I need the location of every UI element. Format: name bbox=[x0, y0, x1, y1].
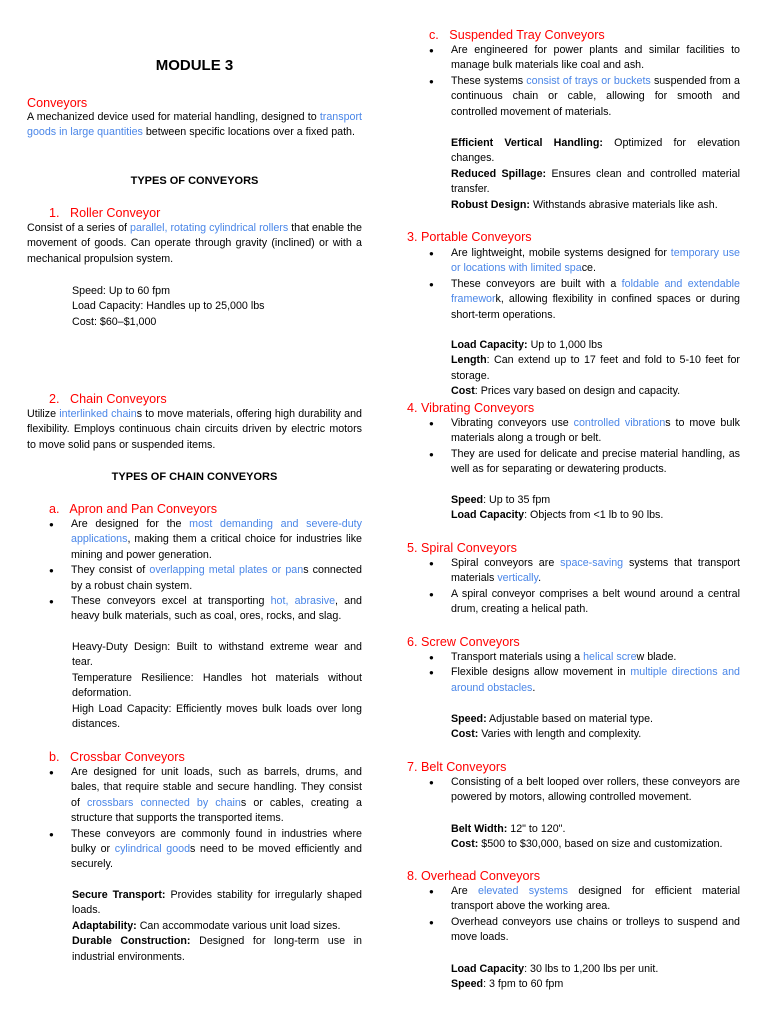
bullet-item bbox=[429, 884, 740, 915]
feature-line bbox=[72, 640, 362, 671]
portable-heading: 3. Portable Conveyors bbox=[407, 230, 532, 244]
bullet-item bbox=[429, 650, 740, 665]
apron-title: Apron and Pan Conveyors bbox=[69, 502, 218, 516]
bold-label: Efficient Vertical Handling: bbox=[451, 137, 603, 149]
bold-label: Load Capacity bbox=[451, 509, 525, 522]
feature-line bbox=[451, 822, 740, 837]
spiral-heading: 5. Spiral Conveyors bbox=[407, 541, 517, 555]
types-of-chain-conveyors-heading: TYPES OF CHAIN CONVEYORS bbox=[111, 471, 278, 483]
bullet-item bbox=[49, 594, 362, 625]
highlighted-text: cylindrical good bbox=[114, 843, 191, 856]
bold-label: Cost: bbox=[451, 838, 479, 851]
text-segment: , and heavy bulk materials, such as coal, ores, rocks, and slag. bbox=[71, 595, 362, 623]
text-segment: Overhead conveyors use chains or trolleys to suspend and move loads. bbox=[451, 915, 740, 944]
roller-spec-speed: Speed: Up to 60 fpm bbox=[72, 285, 171, 297]
roller-description bbox=[27, 221, 362, 267]
text-segment: A spiral conveyor comprises a belt wound around a central drum, creating a helical path. bbox=[451, 587, 740, 616]
text-segment: w blade. bbox=[636, 651, 677, 663]
text-segment: High Load Capacity: Efficiently moves bulk loads over long distances. bbox=[72, 702, 362, 731]
highlighted-text: overlapping metal plates or pan bbox=[149, 564, 304, 577]
bullet-item bbox=[429, 587, 740, 618]
screw-heading: 6. Screw Conveyors bbox=[407, 635, 520, 649]
feature-line bbox=[72, 888, 362, 919]
highlighted-text: hot, abrasive bbox=[270, 595, 336, 608]
text-segment: s to move materials, offering high durability and flexibility. Employs continuous chain circuits driven by electric motors to move solid pans or suspended items. bbox=[27, 408, 362, 451]
text-segment: Vibrating conveyors use bbox=[451, 417, 574, 429]
text-segment: k, allowing flexibility in confined spaces or during short-term operations. bbox=[451, 293, 740, 321]
portable-features bbox=[451, 338, 740, 400]
bullet-item bbox=[49, 563, 362, 594]
highlighted-text: transport goods in large quantities bbox=[27, 111, 362, 139]
bold-label: Durable Construction: bbox=[72, 935, 191, 948]
text-segment: $500 to $30,000, based on size and customization. bbox=[478, 838, 723, 851]
roller-specs bbox=[72, 284, 362, 330]
feature-line bbox=[451, 508, 740, 523]
text-segment: Provides stability for irregularly shaped loads. bbox=[72, 889, 362, 917]
suspended-features bbox=[451, 136, 740, 213]
belt-features bbox=[451, 822, 740, 853]
text-segment: : Up to 35 fpm bbox=[483, 494, 551, 506]
text-segment: These conveyors excel at transporting bbox=[71, 595, 271, 608]
feature-line bbox=[72, 934, 362, 965]
text-segment: Are lightweight, mobile systems designed for bbox=[451, 247, 671, 259]
vibrating-features bbox=[451, 493, 740, 524]
text-segment: Optimized for elevation changes. bbox=[451, 137, 740, 165]
text-segment: s need to be moved efficiently and securely. bbox=[71, 843, 362, 871]
feature-line bbox=[72, 919, 362, 934]
text-segment: designed for efficient material transport above the working area. bbox=[451, 885, 740, 913]
vibrating-heading: 4. Vibrating Conveyors bbox=[407, 401, 535, 415]
text-segment: They are used for delicate and precise material handling, as well as for separating or dewatering products. bbox=[451, 447, 740, 476]
feature-line bbox=[451, 384, 740, 399]
feature-line bbox=[72, 671, 362, 702]
text-segment: Utilize bbox=[27, 408, 60, 420]
text-segment: Ensures clean and controlled material transfer. bbox=[451, 167, 740, 196]
text-segment: Consisting of a belt looped over rollers, these conveyors are powered by motors, allowing controlled movement. bbox=[451, 776, 740, 804]
feature-line bbox=[451, 198, 740, 213]
feature-line bbox=[451, 136, 740, 167]
crossbar-features bbox=[72, 888, 362, 965]
text-segment: A mechanized device used for material handling, designed to bbox=[27, 111, 320, 123]
bold-label: Reduced Spillage: bbox=[451, 167, 547, 180]
highlighted-text: most demanding and severe-duty applications bbox=[71, 518, 362, 546]
bullet-item bbox=[429, 277, 740, 323]
overhead-bullets bbox=[429, 884, 740, 946]
feature-line bbox=[451, 353, 740, 384]
text-segment: These systems bbox=[451, 74, 527, 87]
crossbar-heading bbox=[49, 749, 185, 765]
suspended-title: Suspended Tray Conveyors bbox=[449, 28, 605, 42]
bold-label: Adaptability: bbox=[72, 919, 137, 932]
suspended-bullets bbox=[429, 43, 740, 120]
bold-label: Load Capacity bbox=[451, 963, 525, 975]
roller-title: Roller Conveyor bbox=[70, 206, 161, 220]
suspended-letter: c. bbox=[429, 28, 439, 42]
feature-line bbox=[451, 977, 740, 992]
bold-label: Cost bbox=[451, 385, 475, 398]
bullet-item bbox=[429, 246, 740, 277]
roller-number: 1. bbox=[49, 206, 60, 220]
text-segment: Can accommodate various unit load sizes. bbox=[136, 919, 341, 932]
text-segment: Designed for long-term use in industrial environments. bbox=[72, 935, 362, 963]
overhead-features bbox=[451, 962, 740, 993]
text-segment: These conveyors are commonly found in industries where bulky or bbox=[71, 827, 362, 856]
text-segment: . bbox=[532, 681, 536, 694]
suspended-tray-heading bbox=[429, 27, 605, 43]
apron-bullets bbox=[49, 517, 362, 625]
bold-label: Robust Design: bbox=[451, 198, 530, 211]
text-segment: Consist of a series of bbox=[27, 222, 131, 234]
crossbar-letter: b. bbox=[49, 750, 60, 764]
feature-line bbox=[451, 727, 740, 742]
highlighted-text: crossbars connected by chain bbox=[87, 796, 241, 809]
highlighted-text: parallel, rotating cylindrical rollers bbox=[130, 222, 289, 234]
bold-label: Speed bbox=[451, 978, 484, 991]
text-segment: ce. bbox=[581, 262, 596, 275]
bullet-item bbox=[429, 447, 740, 478]
highlighted-text: elevated systems bbox=[478, 885, 568, 897]
text-segment: 12" to 120". bbox=[507, 823, 566, 835]
belt-heading: 7. Belt Conveyors bbox=[407, 760, 507, 774]
highlighted-text: interlinked chain bbox=[59, 408, 137, 420]
text-segment: s or cables, creating a structure that supports the transported items. bbox=[71, 796, 362, 825]
bullet-item bbox=[429, 74, 740, 120]
roller-conveyor-heading bbox=[49, 205, 160, 221]
text-segment: Temperature Resilience: Handles hot materials without deformation. bbox=[72, 671, 362, 700]
text-segment: : 3 fpm to 60 fpm bbox=[483, 978, 564, 991]
feature-line bbox=[451, 837, 740, 852]
text-segment: Transport materials using a bbox=[451, 651, 584, 663]
highlighted-text: foldable and extendable framewor bbox=[451, 277, 740, 306]
bold-label: Length bbox=[451, 354, 487, 367]
text-segment: Are bbox=[451, 885, 479, 897]
text-segment: systems that transport materials bbox=[451, 557, 740, 585]
text-segment: Are designed for unit loads, such as barrels, drums, and bales, that require stable and secure handling. They consist of bbox=[71, 766, 362, 809]
vibrating-bullets bbox=[429, 416, 740, 478]
text-segment: s to move bulk materials along a trough or belt. bbox=[451, 417, 740, 445]
text-segment: They consist of bbox=[71, 564, 150, 577]
text-segment: suspended from a continuous chain or cable, allowing for smooth and controlled movement of materials. bbox=[451, 74, 740, 118]
highlighted-text: multiple directions and around obstacles bbox=[451, 666, 740, 694]
bullet-item bbox=[429, 556, 740, 587]
overhead-heading: 8. Overhead Conveyors bbox=[407, 869, 541, 883]
feature-line bbox=[451, 493, 740, 508]
bullet-item bbox=[429, 775, 740, 806]
apron-pan-heading bbox=[49, 501, 217, 517]
text-segment: , making them a critical choice for industries like mining and power generation. bbox=[71, 533, 362, 561]
roller-spec-load: Load Capacity: Handles up to 25,000 lbs bbox=[72, 300, 265, 313]
bold-label: Speed: bbox=[451, 713, 487, 725]
text-segment: between specific locations over a fixed path. bbox=[142, 126, 355, 139]
bold-label: Load Capacity: bbox=[451, 339, 528, 351]
conveyors-heading: Conveyors bbox=[27, 96, 88, 110]
bullet-item bbox=[429, 915, 740, 946]
screw-features bbox=[451, 712, 740, 743]
feature-line bbox=[451, 712, 740, 727]
text-segment: : 30 lbs to 1,200 lbs per unit. bbox=[524, 963, 659, 975]
chain-description bbox=[27, 407, 362, 453]
chain-conveyors-heading bbox=[49, 391, 167, 407]
module-title: MODULE 3 bbox=[155, 57, 234, 74]
highlighted-text: consist of trays or buckets bbox=[526, 74, 651, 87]
screw-bullets bbox=[429, 650, 740, 696]
text-segment: Up to 1,000 lbs bbox=[527, 339, 603, 351]
text-segment: Are designed for the bbox=[71, 518, 190, 530]
text-segment: Spiral conveyors are bbox=[451, 557, 561, 569]
text-segment: : Prices vary based on design and capacity. bbox=[474, 385, 681, 398]
intro-paragraph bbox=[27, 110, 362, 141]
text-segment: Heavy-Duty Design: Built to withstand extreme wear and tear. bbox=[72, 641, 362, 669]
portable-bullets bbox=[429, 246, 740, 323]
bold-label: Secure Transport: bbox=[72, 889, 166, 901]
crossbar-title: Crossbar Conveyors bbox=[70, 750, 185, 764]
feature-line bbox=[451, 167, 740, 198]
feature-line bbox=[451, 962, 740, 977]
highlighted-text: space-saving bbox=[560, 557, 624, 569]
text-segment: Flexible designs allow movement in bbox=[451, 666, 631, 679]
chain-title: Chain Conveyors bbox=[70, 392, 167, 406]
bullet-item bbox=[49, 827, 362, 873]
text-segment: Adjustable based on material type. bbox=[486, 713, 653, 725]
text-segment: Withstands abrasive materials like ash. bbox=[529, 198, 718, 211]
text-segment: that enable the movement of goods. Can operate through gravity (inclined) or with a mechanical propulsion system. bbox=[27, 222, 363, 265]
roller-spec-cost: Cost: $60–$1,000 bbox=[72, 315, 157, 328]
feature-line bbox=[72, 702, 362, 733]
apron-features bbox=[72, 640, 362, 732]
belt-bullets bbox=[429, 775, 740, 806]
chain-number: 2. bbox=[49, 392, 60, 406]
highlighted-text: vertically bbox=[497, 572, 539, 585]
bullet-item bbox=[429, 416, 740, 447]
apron-letter: a. bbox=[49, 502, 60, 516]
bold-label: Cost: bbox=[451, 728, 479, 741]
highlighted-text: controlled vibration bbox=[573, 417, 666, 429]
types-of-conveyors-heading: TYPES OF CONVEYORS bbox=[130, 175, 259, 187]
text-segment: These conveyors are built with a bbox=[451, 277, 622, 290]
text-segment: : Can extend up to 17 feet and fold to 5-10 feet for storage. bbox=[451, 354, 740, 382]
text-segment: s connected by a robust chain system. bbox=[71, 564, 362, 592]
bold-label: Belt Width: bbox=[451, 823, 508, 835]
feature-line bbox=[451, 338, 740, 353]
text-segment: Are engineered for power plants and similar facilities to manage bulk materials like coal and ash. bbox=[451, 44, 740, 72]
crossbar-bullets bbox=[49, 765, 362, 873]
bullet-item bbox=[49, 765, 362, 827]
highlighted-text: temporary use or locations with limited spa bbox=[451, 247, 740, 275]
bullet-item bbox=[429, 43, 740, 74]
text-segment: . bbox=[538, 572, 542, 585]
bullet-item bbox=[49, 517, 362, 563]
spiral-bullets bbox=[429, 556, 740, 618]
text-segment: Varies with length and complexity. bbox=[478, 728, 642, 741]
text-segment: : Objects from <1 lb to 90 lbs. bbox=[524, 509, 664, 522]
highlighted-text: helical scre bbox=[583, 651, 637, 663]
bullet-item bbox=[429, 665, 740, 696]
bold-label: Speed bbox=[451, 494, 484, 506]
